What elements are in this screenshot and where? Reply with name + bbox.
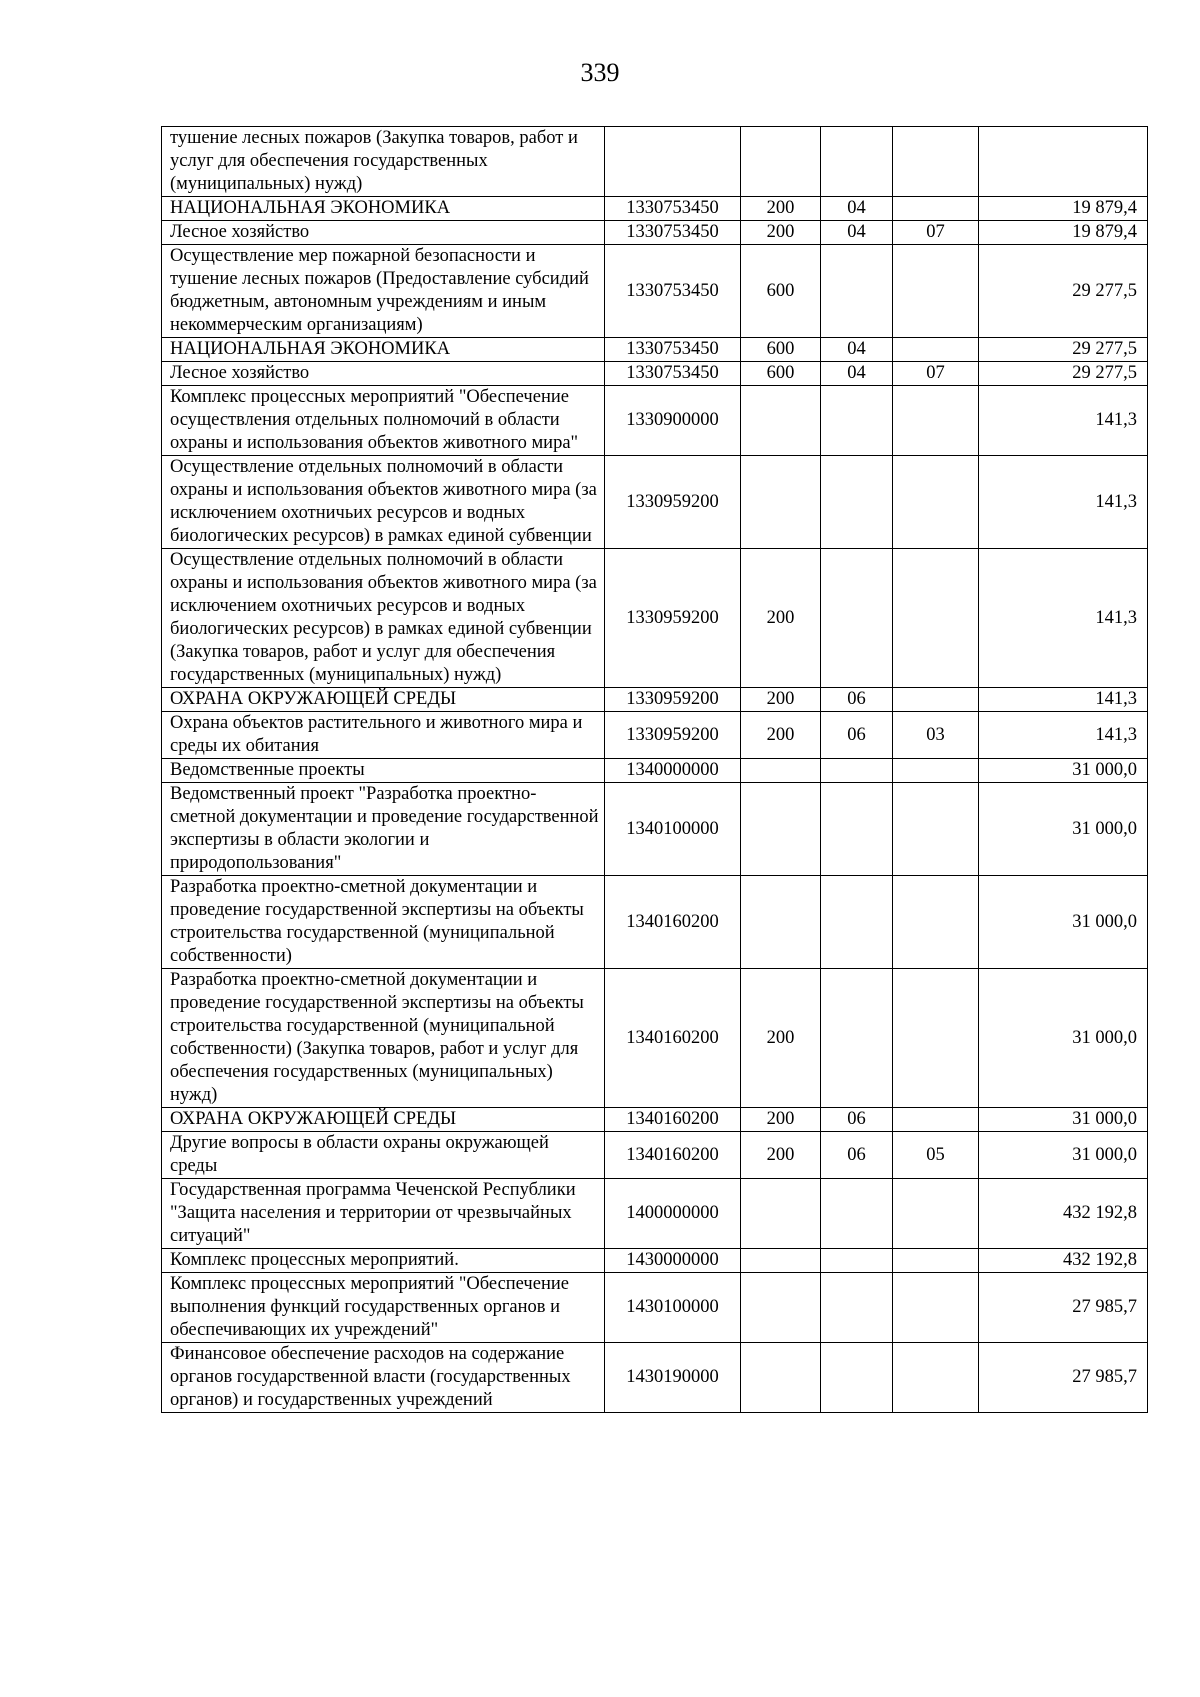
cell-code: 1330753450	[605, 221, 741, 245]
cell-amount: 27 985,7	[979, 1273, 1148, 1343]
cell-subsection	[893, 876, 979, 969]
table-row	[162, 969, 1148, 1108]
cell-code: 1430000000	[605, 1249, 741, 1273]
table-row	[162, 712, 1148, 759]
cell-name: Комплекс процессных мероприятий "Обеспечение выполнения функций государственных органов и обеспечивающих их учреждений"	[162, 1273, 605, 1343]
cell-subsection	[893, 386, 979, 456]
cell-amount: 31 000,0	[979, 876, 1148, 969]
cell-code: 1340160200	[605, 876, 741, 969]
cell-subsection: 07	[893, 362, 979, 386]
cell-expense-type: 200	[741, 1108, 821, 1132]
cell-section	[821, 759, 893, 783]
cell-amount: 432 192,8	[979, 1179, 1148, 1249]
cell-expense-type: 600	[741, 245, 821, 338]
cell-subsection	[893, 127, 979, 197]
cell-name: Другие вопросы в области охраны окружающей среды	[162, 1132, 605, 1179]
cell-code: 1330753450	[605, 338, 741, 362]
cell-code: 1430190000	[605, 1343, 741, 1413]
cell-subsection	[893, 549, 979, 688]
cell-expense-type: 200	[741, 1132, 821, 1179]
cell-section	[821, 386, 893, 456]
cell-subsection	[893, 338, 979, 362]
table-row	[162, 197, 1148, 221]
table-row	[162, 688, 1148, 712]
table-row	[162, 783, 1148, 876]
cell-name: Комплекс процессных мероприятий.	[162, 1249, 605, 1273]
cell-expense-type: 200	[741, 688, 821, 712]
cell-code: 1430100000	[605, 1273, 741, 1343]
cell-amount: 141,3	[979, 386, 1148, 456]
table-row	[162, 1249, 1148, 1273]
cell-name: Осуществление мер пожарной безопасности и тушение лесных пожаров (Предоставление субсидий бюджетным, автономным учреждениям и иным некоммерческим организациям)	[162, 245, 605, 338]
table-row	[162, 456, 1148, 549]
cell-expense-type	[741, 1179, 821, 1249]
cell-expense-type: 200	[741, 549, 821, 688]
cell-code: 1330753450	[605, 245, 741, 338]
cell-name: Осуществление отдельных полномочий в области охраны и использования объектов животного мира (за исключением охотничьих ресурсов и водных биологических ресурсов) в рамках единой субвенции	[162, 456, 605, 549]
cell-amount: 141,3	[979, 688, 1148, 712]
cell-code: 1330900000	[605, 386, 741, 456]
cell-section	[821, 1273, 893, 1343]
table-row	[162, 876, 1148, 969]
table-row	[162, 759, 1148, 783]
cell-section	[821, 1179, 893, 1249]
cell-name: НАЦИОНАЛЬНАЯ ЭКОНОМИКА	[162, 197, 605, 221]
cell-subsection: 03	[893, 712, 979, 759]
cell-section	[821, 783, 893, 876]
cell-expense-type: 200	[741, 221, 821, 245]
cell-name: Охрана объектов растительного и животного мира и среды их обитания	[162, 712, 605, 759]
cell-name: Финансовое обеспечение расходов на содержание органов государственной власти (государственных органов) и государственных учреждений	[162, 1343, 605, 1413]
cell-code: 1330959200	[605, 688, 741, 712]
cell-expense-type: 200	[741, 969, 821, 1108]
cell-amount: 29 277,5	[979, 362, 1148, 386]
cell-amount: 29 277,5	[979, 245, 1148, 338]
cell-code: 1340160200	[605, 1132, 741, 1179]
cell-name: Ведомственный проект "Разработка проектно-сметной документации и проведение государственной экспертизы в области экологии и природопользования"	[162, 783, 605, 876]
cell-code: 1340160200	[605, 969, 741, 1108]
cell-subsection: 05	[893, 1132, 979, 1179]
cell-amount: 31 000,0	[979, 969, 1148, 1108]
budget-table	[161, 126, 1148, 1413]
cell-code: 1330959200	[605, 456, 741, 549]
cell-name: НАЦИОНАЛЬНАЯ ЭКОНОМИКА	[162, 338, 605, 362]
cell-expense-type	[741, 1249, 821, 1273]
cell-section: 04	[821, 362, 893, 386]
cell-name: Комплекс процессных мероприятий "Обеспечение осуществления отдельных полномочий в области охраны и использования объектов животного мира"	[162, 386, 605, 456]
cell-expense-type: 600	[741, 362, 821, 386]
cell-expense-type	[741, 1273, 821, 1343]
table-row	[162, 362, 1148, 386]
cell-expense-type	[741, 876, 821, 969]
cell-subsection	[893, 1179, 979, 1249]
cell-amount: 141,3	[979, 712, 1148, 759]
cell-amount: 27 985,7	[979, 1343, 1148, 1413]
cell-code: 1330753450	[605, 197, 741, 221]
cell-amount: 141,3	[979, 549, 1148, 688]
cell-code: 1340160200	[605, 1108, 741, 1132]
cell-amount: 19 879,4	[979, 197, 1148, 221]
cell-subsection: 07	[893, 221, 979, 245]
cell-amount: 31 000,0	[979, 783, 1148, 876]
cell-code: 1400000000	[605, 1179, 741, 1249]
cell-subsection	[893, 969, 979, 1108]
cell-subsection	[893, 1273, 979, 1343]
cell-expense-type	[741, 783, 821, 876]
cell-expense-type	[741, 386, 821, 456]
cell-section: 06	[821, 712, 893, 759]
cell-name: Осуществление отдельных полномочий в области охраны и использования объектов животного мира (за исключением охотничьих ресурсов и водных биологических ресурсов) в рамках единой субвенции (Закупка товаров, работ и услуг для обеспечения государственных (муниципальных) нужд)	[162, 549, 605, 688]
table-row	[162, 1108, 1148, 1132]
cell-expense-type	[741, 456, 821, 549]
cell-name: Ведомственные проекты	[162, 759, 605, 783]
cell-name: Разработка проектно-сметной документации и проведение государственной экспертизы на объекты строительства государственной (муниципальной собственности)	[162, 876, 605, 969]
cell-expense-type: 600	[741, 338, 821, 362]
cell-subsection	[893, 1108, 979, 1132]
cell-amount: 29 277,5	[979, 338, 1148, 362]
cell-name: Лесное хозяйство	[162, 221, 605, 245]
cell-section	[821, 876, 893, 969]
cell-subsection	[893, 688, 979, 712]
cell-section: 04	[821, 221, 893, 245]
cell-name: Государственная программа Чеченской Республики "Защита населения и территории от чрезвычайных ситуаций"	[162, 1179, 605, 1249]
cell-section	[821, 969, 893, 1108]
cell-subsection	[893, 1343, 979, 1413]
cell-code: 1330753450	[605, 362, 741, 386]
cell-name: Разработка проектно-сметной документации и проведение государственной экспертизы на объекты строительства государственной (муниципальной собственности) (Закупка товаров, работ и услуг для обеспечения государственных (муниципальных) нужд)	[162, 969, 605, 1108]
cell-code: 1330959200	[605, 549, 741, 688]
cell-amount: 19 879,4	[979, 221, 1148, 245]
table-row	[162, 386, 1148, 456]
cell-subsection	[893, 1249, 979, 1273]
cell-code: 1330959200	[605, 712, 741, 759]
cell-amount: 31 000,0	[979, 1132, 1148, 1179]
cell-expense-type	[741, 1343, 821, 1413]
cell-code	[605, 127, 741, 197]
cell-name: тушение лесных пожаров (Закупка товаров, работ и услуг для обеспечения государственных (муниципальных) нужд)	[162, 127, 605, 197]
cell-section	[821, 456, 893, 549]
cell-amount: 432 192,8	[979, 1249, 1148, 1273]
cell-section	[821, 1343, 893, 1413]
cell-amount	[979, 127, 1148, 197]
table-row	[162, 1343, 1148, 1413]
table-row	[162, 1273, 1148, 1343]
table-row	[162, 1132, 1148, 1179]
page-number: 339	[580, 58, 620, 87]
cell-subsection	[893, 783, 979, 876]
table-body	[162, 127, 1148, 1413]
table-row	[162, 549, 1148, 688]
cell-section	[821, 1249, 893, 1273]
cell-amount: 31 000,0	[979, 759, 1148, 783]
cell-expense-type: 200	[741, 712, 821, 759]
cell-subsection	[893, 245, 979, 338]
cell-section	[821, 245, 893, 338]
cell-section	[821, 127, 893, 197]
cell-section: 06	[821, 1108, 893, 1132]
cell-subsection	[893, 759, 979, 783]
table-row	[162, 245, 1148, 338]
cell-code: 1340100000	[605, 783, 741, 876]
cell-subsection	[893, 197, 979, 221]
cell-section: 04	[821, 197, 893, 221]
cell-name: ОХРАНА ОКРУЖАЮЩЕЙ СРЕДЫ	[162, 1108, 605, 1132]
cell-amount: 141,3	[979, 456, 1148, 549]
cell-expense-type	[741, 127, 821, 197]
table-row	[162, 221, 1148, 245]
cell-name: ОХРАНА ОКРУЖАЮЩЕЙ СРЕДЫ	[162, 688, 605, 712]
cell-name: Лесное хозяйство	[162, 362, 605, 386]
table-row	[162, 127, 1148, 197]
table-row	[162, 1179, 1148, 1249]
cell-expense-type	[741, 759, 821, 783]
cell-amount: 31 000,0	[979, 1108, 1148, 1132]
cell-section	[821, 549, 893, 688]
cell-section: 06	[821, 688, 893, 712]
cell-code: 1340000000	[605, 759, 741, 783]
cell-section: 06	[821, 1132, 893, 1179]
cell-subsection	[893, 456, 979, 549]
table-row	[162, 338, 1148, 362]
cell-expense-type: 200	[741, 197, 821, 221]
cell-section: 04	[821, 338, 893, 362]
